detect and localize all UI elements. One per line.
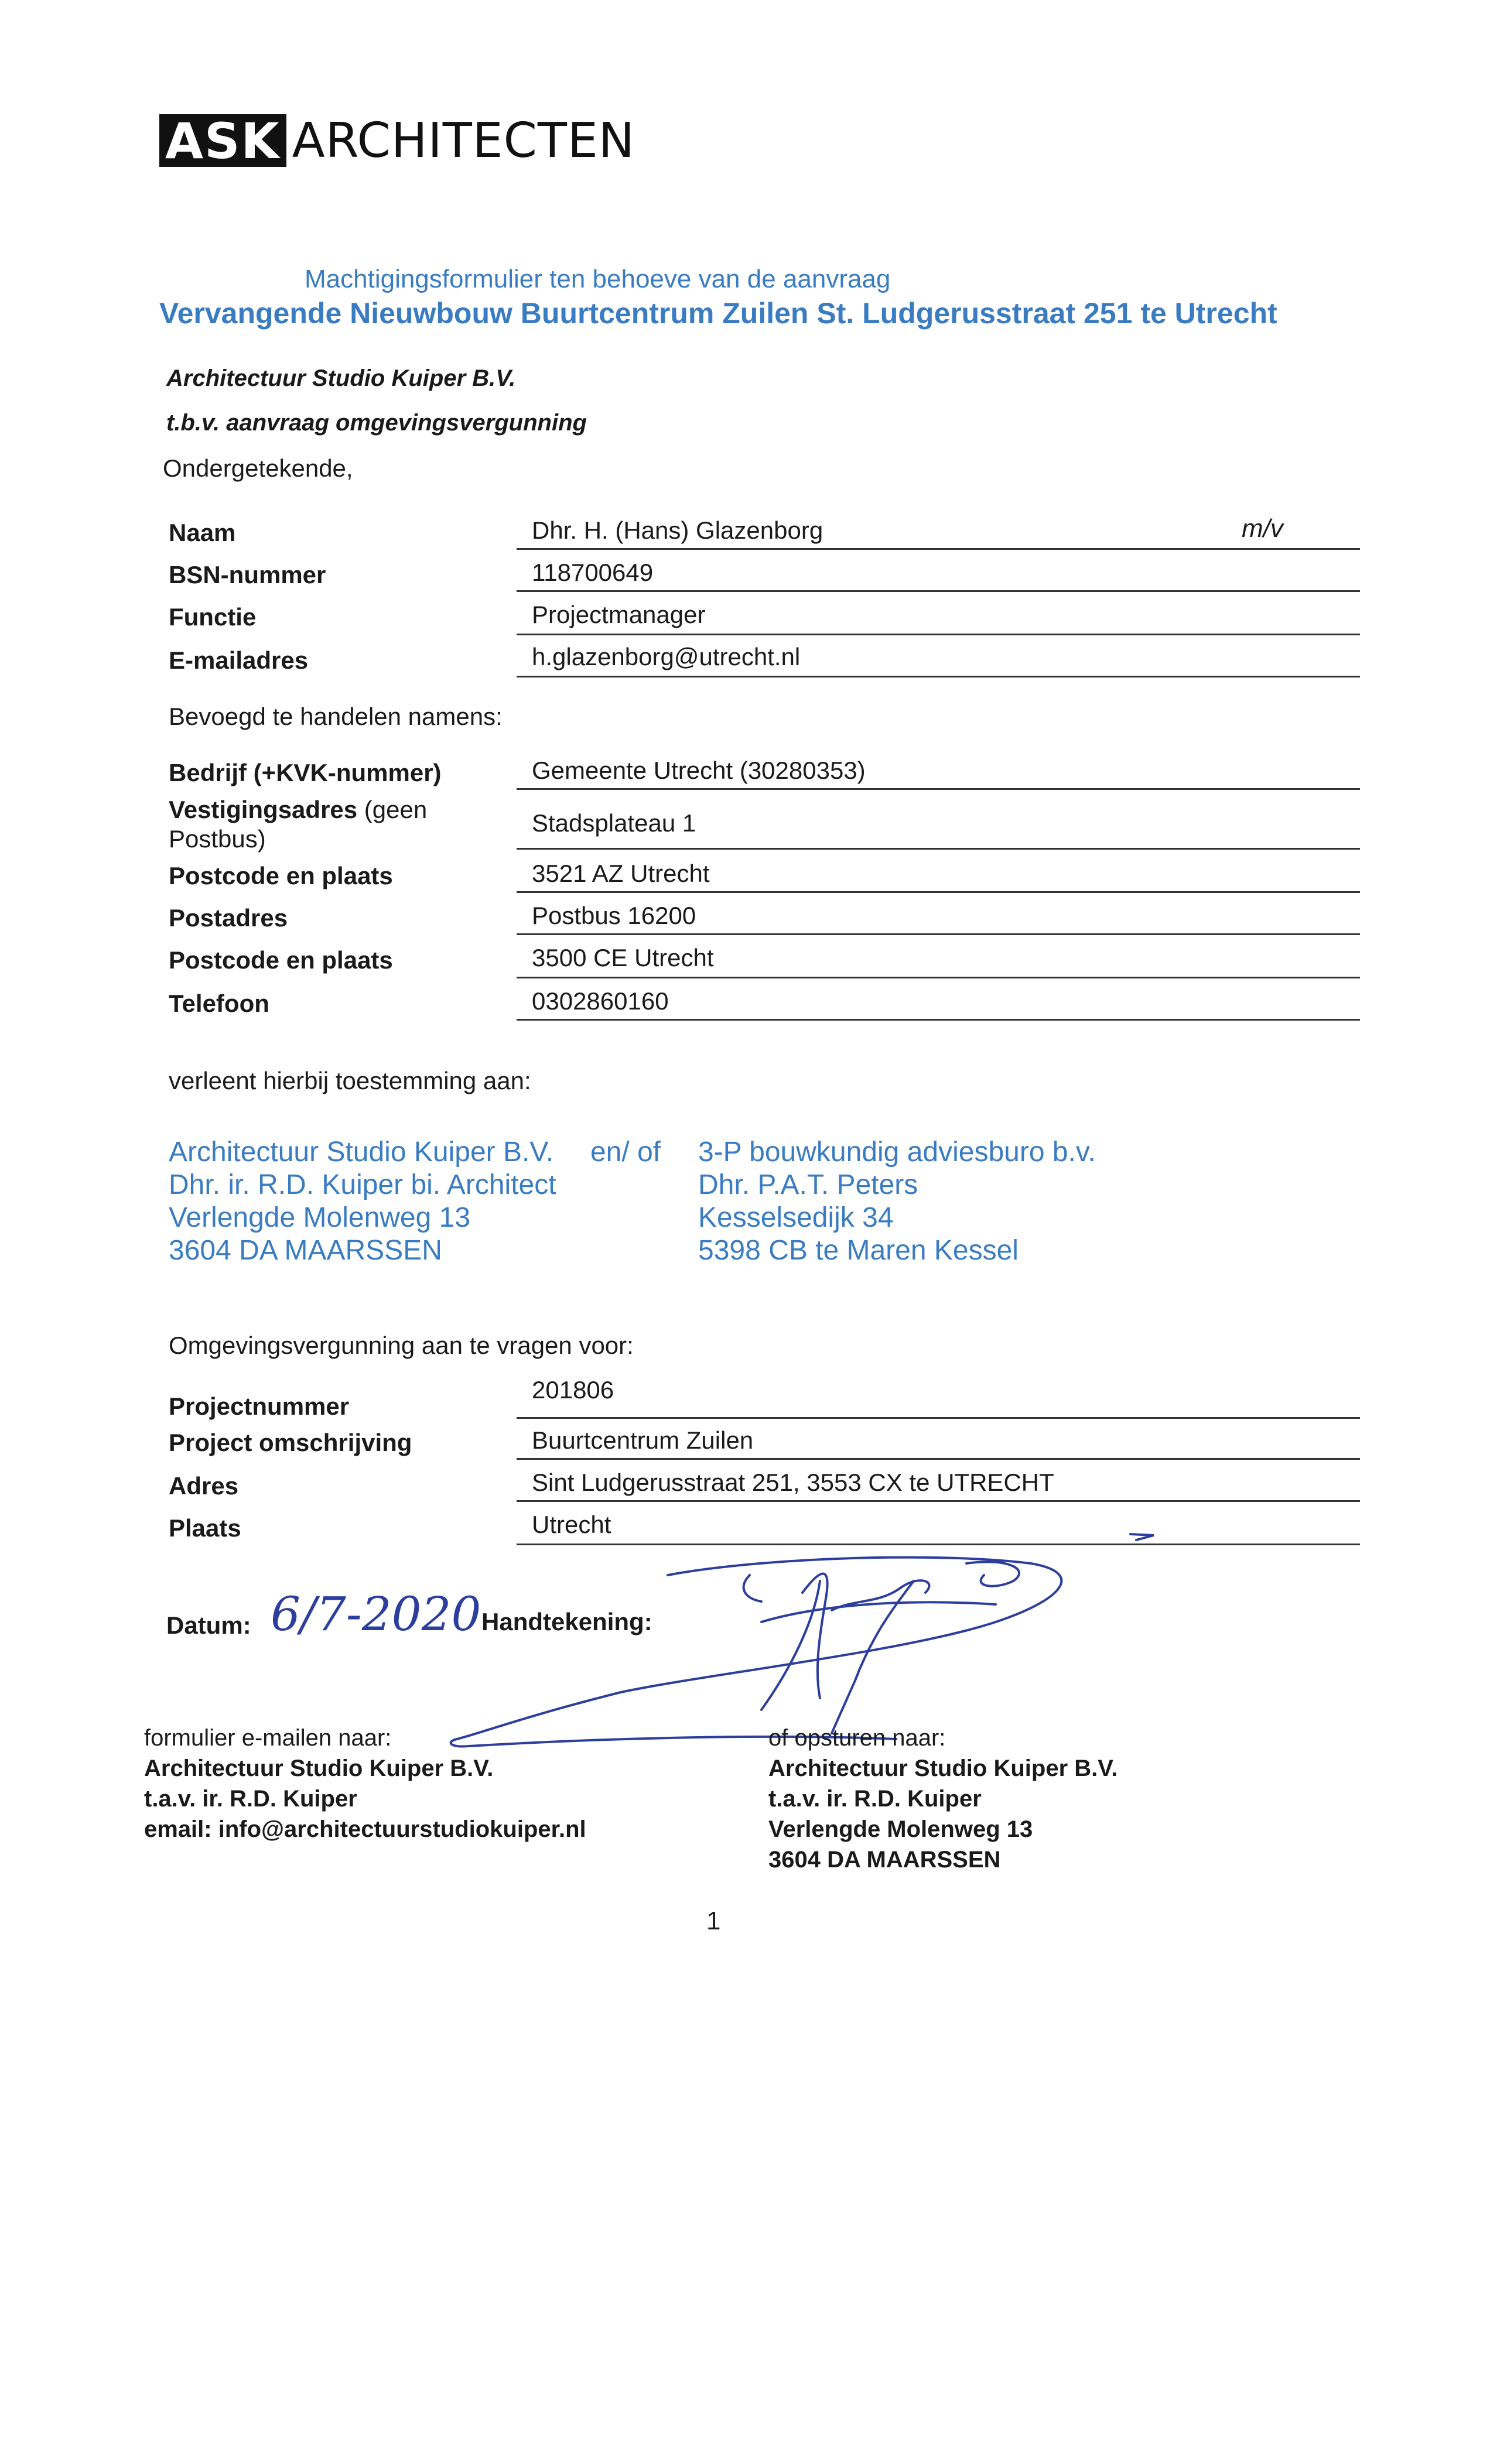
- recipient-right-line: 3-P bouwkundig adviesburo b.v.: [698, 1137, 1096, 1168]
- footer-post-block: [768, 1723, 1118, 1875]
- value-bsn: 118700649: [532, 559, 654, 586]
- signature-label: Handtekening:: [481, 1608, 652, 1635]
- field-line: [517, 1019, 1360, 1021]
- recipient-left-line: Verlengde Molenweg 13: [169, 1202, 471, 1233]
- date-label: Datum:: [166, 1611, 251, 1639]
- value-postadres: Postbus 16200: [532, 902, 696, 929]
- value-postcode-plaats-post: 3500 CE Utrecht: [532, 944, 714, 971]
- footer-post-line: Architectuur Studio Kuiper B.V.: [768, 1755, 1118, 1781]
- label-bedrijf: Bedrijf (+KVK-nummer): [169, 759, 442, 786]
- recipient-right-line: Kesselsedijk 34: [698, 1202, 894, 1233]
- value-adres: Sint Ludgerusstraat 251, 3553 CX te UTRECHT: [532, 1469, 1054, 1496]
- footer-post-line: t.a.v. ir. R.D. Kuiper: [768, 1786, 982, 1812]
- value-naam: Dhr. H. (Hans) Glazenborg: [532, 516, 823, 544]
- footer-email-line: email: info@architectuurstudiokuiper.nl: [144, 1816, 586, 1842]
- intro-purpose: t.b.v. aanvraag omgevingsvergunning: [166, 410, 587, 436]
- authorized-label: Bevoegd te handelen namens:: [169, 703, 503, 730]
- value-functie: Projectmanager: [532, 601, 706, 628]
- value-telefoon: 0302860160: [532, 987, 669, 1015]
- form-title: Vervangende Nieuwbouw Buurtcentrum Zuilen St. Ludgerusstraat 251 te Utrecht: [159, 297, 1277, 330]
- value-projectnummer: 201806: [532, 1376, 614, 1404]
- field-line: [517, 1458, 1360, 1460]
- footer-email-intro: formulier e-mailen naar:: [144, 1725, 392, 1751]
- field-line: [517, 1500, 1360, 1502]
- field-line: [517, 590, 1360, 592]
- field-line: [517, 977, 1360, 978]
- footer-email-line: Architectuur Studio Kuiper B.V.: [144, 1755, 494, 1781]
- field-line: [517, 634, 1360, 635]
- recipient-left: [169, 1136, 556, 1267]
- label-plaats: Plaats: [169, 1514, 241, 1542]
- label-postcode-plaats: Postcode en plaats: [169, 862, 393, 889]
- undersigned-label: Ondergetekende,: [163, 454, 353, 482]
- label-postcode-plaats-post: Postcode en plaats: [169, 946, 393, 974]
- recipient-left-line: Dhr. ir. R.D. Kuiper bi. Architect: [169, 1169, 556, 1200]
- label-functie: Functie: [169, 603, 257, 631]
- field-line: [517, 548, 1360, 550]
- label-naam: Naam: [169, 519, 236, 546]
- recipient-left-line: 3604 DA MAARSSEN: [169, 1235, 442, 1266]
- value-postcode-plaats: 3521 AZ Utrecht: [532, 860, 710, 887]
- value-email: h.glazenborg@utrecht.nl: [532, 643, 801, 670]
- value-bedrijf: Gemeente Utrecht (30280353): [532, 757, 866, 784]
- page-number: 1: [706, 1907, 721, 1935]
- date-handwritten: 6/7-2020: [271, 1587, 481, 1641]
- gender-mark: m/v: [1242, 514, 1283, 543]
- field-line: [517, 891, 1360, 893]
- value-plaats: Utrecht: [532, 1511, 611, 1538]
- consent-label: verleent hierbij toestemming aan:: [169, 1067, 531, 1094]
- label-vestigingsadres: [169, 795, 508, 854]
- label-bsn: BSN-nummer: [169, 561, 326, 588]
- recipient-right-line: Dhr. P.A.T. Peters: [698, 1169, 918, 1200]
- footer-email-block: [144, 1723, 586, 1844]
- label-postadres: Postadres: [169, 904, 288, 932]
- recipient-left-line: Architectuur Studio Kuiper B.V.: [169, 1137, 554, 1168]
- field-line: [517, 933, 1360, 935]
- field-line: [517, 1417, 1360, 1419]
- footer-post-line: 3604 DA MAARSSEN: [768, 1847, 1001, 1873]
- recipient-right-line: 5398 CB te Maren Kessel: [698, 1235, 1019, 1266]
- value-vestigingsadres: Stadsplateau 1: [532, 809, 696, 837]
- label-vestigingsadres-suffix: (geen Postbus): [169, 796, 428, 853]
- label-project-omschrijving: Project omschrijving: [169, 1429, 412, 1456]
- footer-email-line: t.a.v. ir. R.D. Kuiper: [144, 1786, 357, 1812]
- footer-post-intro: of opsturen naar:: [768, 1725, 946, 1751]
- field-line: [517, 788, 1360, 790]
- label-telefoon: Telefoon: [169, 990, 269, 1017]
- recipient-connector: en/ of: [590, 1137, 661, 1168]
- logo-text: ARCHITECTEN: [292, 112, 635, 169]
- recipient-right: [698, 1136, 1096, 1267]
- label-adres: Adres: [169, 1472, 239, 1500]
- label-projectnummer: Projectnummer: [169, 1392, 350, 1420]
- label-vestigingsadres-main: Vestigingsadres: [169, 796, 358, 823]
- intro-company: Architectuur Studio Kuiper B.V.: [166, 365, 516, 391]
- company-logo: [159, 112, 635, 169]
- field-line: [517, 676, 1360, 677]
- logo-box: ASK: [159, 114, 286, 167]
- permit-label: Omgevingsvergunning aan te vragen voor:: [169, 1332, 634, 1359]
- value-project-omschrijving: Buurtcentrum Zuilen: [532, 1426, 754, 1454]
- form-subtitle: Machtigingsformulier ten behoeve van de aanvraag: [305, 265, 891, 293]
- field-line: [517, 848, 1360, 850]
- footer-post-line: Verlengde Molenweg 13: [768, 1816, 1033, 1842]
- label-email: E-mailadres: [169, 646, 309, 674]
